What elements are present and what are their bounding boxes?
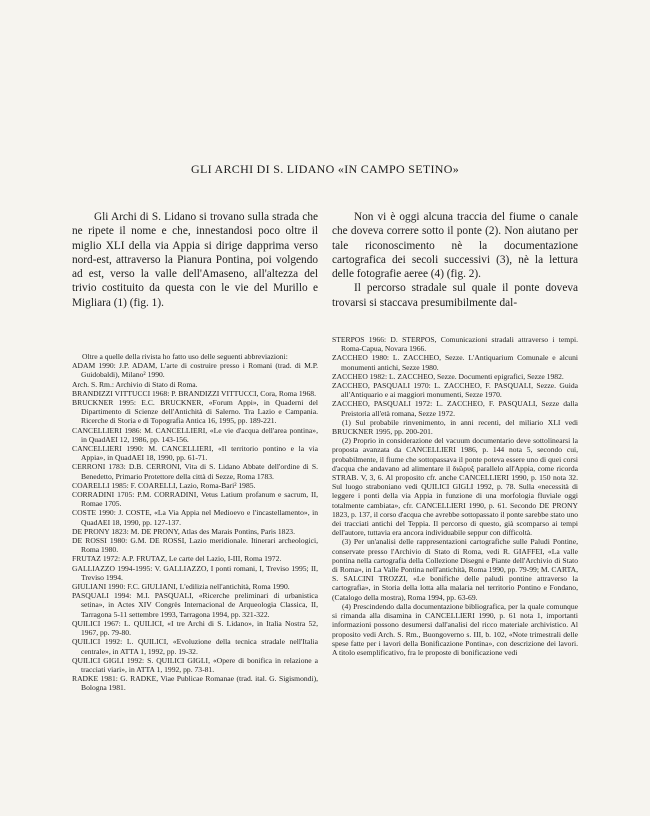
bibliography-entry: ZACCHEO, PASQUALI 1972: L. ZACCHEO, F. PASQUALI, Sezze dalla Preistoria all'età romana, Sezze 1972. <box>332 399 578 418</box>
bibliography-entry: CERRONI 1783: D.B. CERRONI, Vita di S. Lidano Abbate dell'ordine di S. Benedetto, Primario Protettore della città di Sezze, Roma 1783. <box>72 462 318 481</box>
main-text-left <box>72 210 318 310</box>
bibliography-entry: PASQUALI 1994: M.I. PASQUALI, «Ricerche preliminari di urbanistica setina», in Actes XIV Congrès Internacional de Arqueologia Classica, II, Tarragona 5-11 settembre 1993, Tarragona 1994, pp. 321-322. <box>72 591 318 619</box>
footnote-2: (2) Proprio in considerazione del vacuum documentario deve sottolinearsi la proposta avanzata da CANCELLIERI 1986, p. 144 nota 5, secondo cui, probabilmente, il fiume che sottopassava il ponte poteva essere uno di quei corsi d'acqua che andavano ad alimentare il διῶρυξ parallelo all'Appia, come ricorda STRAB. V, 3, 6. Al proposito cfr. anche CANCELLIERI 1990, p. 150 nota 32. Sul luogo straboniano vedi QUILICI GIGLI 1992, p. 78. Sulla «necessità di leggere i ponti della via Appia in funzione di una morfologia fluviale oggi totalmente cambiata», cfr. CANCELLIERI 1990, p. 61. Secondo DE PRONY 1823, p. 137, il corso d'acqua che avrebbe sottopassato il ponte sarebbe stato uno dei tracciati antichi del Teppia. Il percorso di questo, già scomparso ai tempi dell'autore, tuttavia era ancora individuabile seppur con difficoltà. <box>332 436 578 538</box>
bibliography-entry: BRUCKNER 1995: E.C. BRUCKNER, «Forum Appi», in Quaderni del Dipartimento di Scienze dell'Antichità di Salerno. Tra Lazio e Campania. Ricerche di Storia e di Topografia Antica 16, 1995, pp. 189-221. <box>72 398 318 426</box>
bibliography-entry: STERPOS 1966: D. STERPOS, Comunicazioni stradali attraverso i tempi. Roma-Capua, Novara 1966. <box>332 335 578 354</box>
bibliography-entry: CORRADINI 1705: P.M. CORRADINI, Vetus Latium profanum e sacrum, II, Romae 1705. <box>72 490 318 509</box>
bibliography-entry: RADKE 1981: G. RADKE, Viae Publicae Romanae (trad. ital. G. Sigismondi), Bologna 1981. <box>72 674 318 693</box>
bibliography-entry: COARELLI 1985: F. COARELLI, Lazio, Roma-Bari² 1985. <box>72 480 256 490</box>
footnote-3: (3) Per un'analisi delle rappresentazioni cartografiche sulle Paludi Pontine, conservate presso l'Archivio di Stato di Roma, vedi R. GIAFFEI, «La valle pontina nella cartografia della Collezione Disegni e Piante dell'Archivio di Stato di Roma», in La Valle Pontina nell'antichità, Roma 1990, pp. 79-99; M. CARTA, S. SALCINI TROZZI, «Le bonifiche delle paludi pontine attraverso la cartografia», in Storia della lotta alla malaria nel territorio Pontino e Fondano, (Catalogo della mostra), Roma 1994, pp. 63-69. <box>332 537 578 602</box>
paragraph: Il percorso stradale sul quale il ponte doveva trovarsi si staccava presumibilmente dal- <box>332 282 578 309</box>
abbreviations-intro: Oltre a quelle della rivista ho fatto uso delle seguenti abbreviazioni: <box>82 352 288 361</box>
bibliography-entry: Arch. S. Rm.: Archivio di Stato di Roma. <box>72 379 198 389</box>
bibliography-entry: GALLIAZZO 1994-1995: V. GALLIAZZO, I ponti romani, I, Treviso 1995; II, Treviso 1994. <box>72 563 318 582</box>
bibliography-entry: ZACCHEO, PASQUALI 1970: L. ZACCHEO, F. PASQUALI, Sezze. Guida all'Antiquario e ai maggiori monumenti, Sezze 1970. <box>332 381 578 400</box>
footnote-4: (4) Prescindendo dalla documentazione bibliografica, per la quale comunque si rimanda alla disamina in CANCELLIERI 1990, p. 61 nota 1, importanti informazioni possono desumersi dall'analisi del ricco materiale archivistico. Al proposito vedi Arch. S. Rm., Buongoverno s. III, b. 102, «Note trimestrali delle spese fatte per i lavori della Bonificazione Pontina», con descrizione dei lavori. A titolo esemplificativo, fra le proposte di bonificazione vedi <box>332 601 578 657</box>
bibliography-entry: BRANDIZZI VITTUCCI 1968: P. BRANDIZZI VITTUCCI, Cora, Roma 1968. <box>72 388 316 398</box>
bibliography-entry: ZACCHEO 1980: L. ZACCHEO, Sezze. L'Antiquarium Comunale e alcuni monumenti antichi, Sezze 1980. <box>332 353 578 372</box>
footnote-1: (1) Sul probabile rinvenimento, in anni recenti, del miliario XLI vedi BRUCKNER 1995, pp. 200-201. <box>332 417 578 437</box>
paragraph: Gli Archi di S. Lidano si trovano sulla strada che ne ripete il nome e che, innestandosi poco oltre il miglio XLI della via Appia si dirige dapprima verso nord-est, attraverso la Pianura Pontina, poi volgendo ad est, verso la valle dell'Amaseno, all'altezza del trivio costituito da questa con le vie del Murillo e Migliara (1) (fig. 1). <box>72 211 318 309</box>
article-title: GLI ARCHI DI S. LIDANO «IN CAMPO SETINO» <box>191 162 459 176</box>
main-text-right <box>332 210 578 310</box>
bibliography-entry: GIULIANI 1990: F.C. GIULIANI, L'edilizia nell'antichità, Roma 1990. <box>72 582 290 592</box>
bibliography-entry: DE PRONY 1823: M. DE PRONY, Atlas des Marais Pontins, Paris 1823. <box>72 526 295 536</box>
bibliography-entry: CANCELLIERI 1990: M. CANCELLIERI, «Il territorio pontino e la via Appia», in QuadAEI 18, 1990, pp. 61-71. <box>72 444 318 463</box>
bibliography-entry: ZACCHEO 1982: L. ZACCHEO, Sezze. Documenti epigrafici, Sezze 1982. <box>332 371 564 381</box>
bibliography-entry: FRUTAZ 1972: A.P. FRUTAZ, Le carte del Lazio, I-III, Roma 1972. <box>72 554 282 564</box>
bibliography-entry: QUILICI GIGLI 1992: S. QUILICI GIGLI, «Opere di bonifica in relazione a tracciati viari», in ATTA 1, 1992, pp. 73-81. <box>72 655 318 674</box>
bibliography-entry: DE ROSSI 1980: G.M. DE ROSSI, Lazio meridionale. Itinerari archeologici, Roma 1980. <box>72 536 318 555</box>
notes-left <box>72 352 318 693</box>
bibliography-entry: CANCELLIERI 1986: M. CANCELLIERI, «Le vie d'acqua dell'area pontina», in QuadAEI 12, 1986, pp. 143-156. <box>72 425 318 444</box>
notes-right <box>332 335 578 657</box>
paragraph: Non vi è oggi alcuna traccia del fiume o canale che doveva correre sotto il ponte (2). Non aiutano per tale riconoscimento nè la documentazione cartografica dei secoli successivi (3), nè la lettura delle fotografie aeree (4) (fig. 2). <box>332 211 578 281</box>
bibliography-entry: QUILICI 1967: L. QUILICI, «I tre Archi di S. Lidano», in Italia Nostra 52, 1967, pp. 79-80. <box>72 618 318 638</box>
bibliography-entry: QUILICI 1992: L. QUILICI, «Evoluzione della tecnica stradale nell'Italia centrale», in ATTA 1, 1992, pp. 19-32. <box>72 637 318 656</box>
bibliography-entry: COSTE 1990: J. COSTE, «La Via Appia nel Medioevo e l'incastellamento», in QuadAEI 18, 1990, pp. 127-137. <box>72 508 318 527</box>
bibliography-entry: ADAM 1990: J.P. ADAM, L'arte di costruire presso i Romani (trad. di M.P. Guidobaldi), Milano² 1990. <box>72 361 318 380</box>
